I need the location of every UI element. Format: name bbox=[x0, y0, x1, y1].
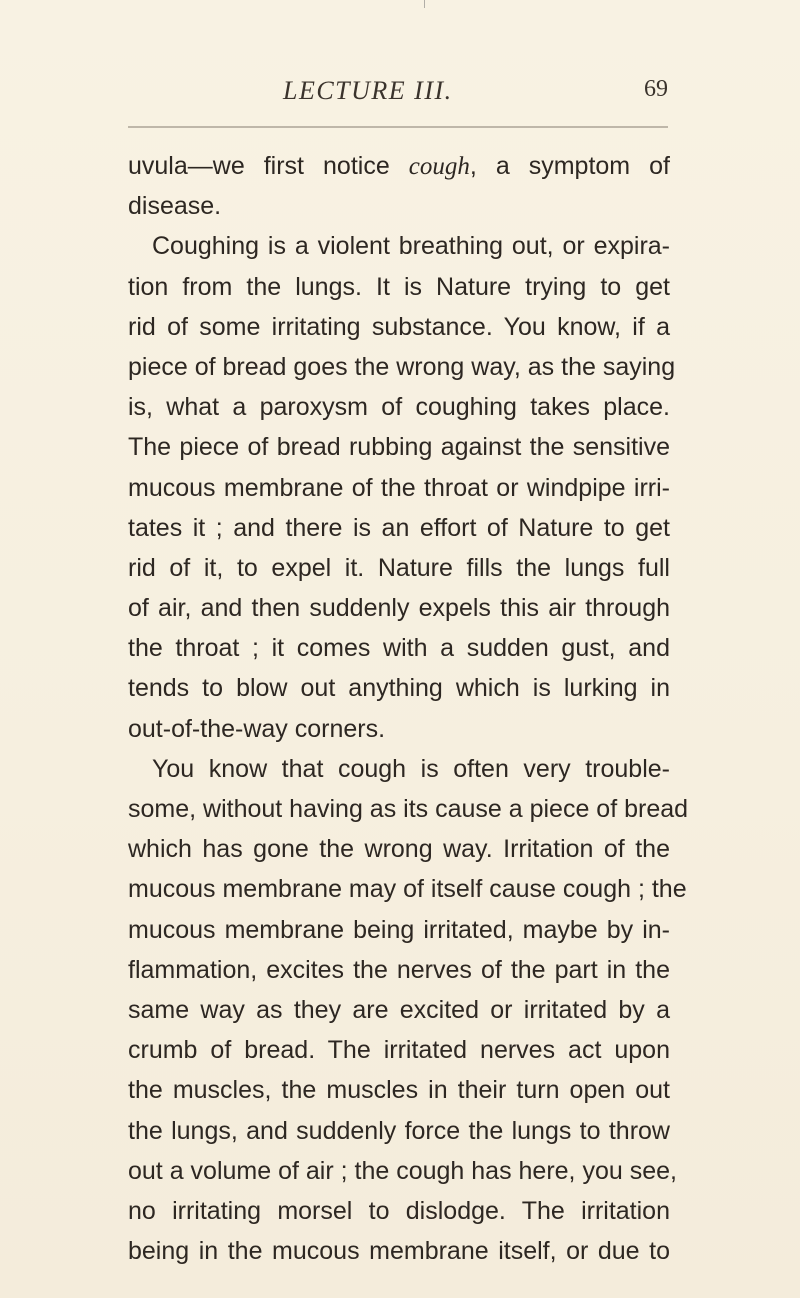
emphasis-word: cough bbox=[408, 153, 470, 180]
text-line: the lungs, and suddenly force the lungs to throw bbox=[128, 1116, 670, 1145]
text-line: crumb of bread. The irritated nerves act upon bbox=[128, 1036, 670, 1065]
text-line: rid of some irritating substance. You know, if a bbox=[128, 312, 670, 341]
text-line: piece of bread goes the wrong way, as the saying bbox=[128, 352, 676, 381]
text-line: tates it ; and there is an effort of Nature to get bbox=[128, 513, 670, 542]
running-title: LECTURE III. bbox=[283, 76, 453, 105]
text-line: which has gone the wrong way. Irritation of the bbox=[128, 835, 670, 864]
text-line: the throat ; it comes with a sudden gust, and bbox=[128, 634, 670, 663]
text-line: rid of it, to expel it. Nature fills the lungs full bbox=[128, 553, 670, 582]
text-line: mucous membrane of the throat or windpipe irri- bbox=[128, 473, 670, 502]
text-line: out a volume of air ; the cough has here, you see, bbox=[128, 1156, 677, 1185]
text-line: out-of-the-way corners. bbox=[128, 714, 386, 743]
top-edge-mark bbox=[424, 0, 425, 8]
text-fragment: uvula—we first notice bbox=[128, 152, 409, 180]
page-header bbox=[128, 76, 668, 116]
text-line: You know that cough is often very trouble- bbox=[152, 754, 670, 783]
header-rule bbox=[128, 126, 668, 128]
text-line: flammation, excites the nerves of the part in the bbox=[128, 955, 670, 984]
text-line: no irritating morsel to dislodge. The irritation bbox=[128, 1196, 670, 1225]
text-line: tends to blow out anything which is lurking in bbox=[128, 674, 670, 703]
page-number: 69 bbox=[644, 76, 668, 102]
text-line: tion from the lungs. It is Nature trying to get bbox=[128, 272, 670, 301]
text-line: some, without having as its cause a piece of bread bbox=[128, 795, 689, 823]
text-line: The piece of bread rubbing against the sensitive bbox=[128, 433, 670, 462]
text-line: of air, and then suddenly expels this air through bbox=[128, 594, 670, 623]
text-line: is, what a paroxysm of coughing takes place. bbox=[128, 393, 670, 422]
text-line: the muscles, the muscles in their turn open out bbox=[128, 1076, 670, 1105]
text-fragment: , a symptom of bbox=[469, 152, 670, 180]
text-line: disease. bbox=[128, 192, 222, 221]
text-line: being in the mucous membrane itself, or due to bbox=[128, 1237, 670, 1266]
text-line bbox=[128, 146, 670, 186]
text-line: mucous membrane being irritated, maybe by in- bbox=[128, 915, 670, 944]
text-line: Coughing is a violent breathing out, or expira- bbox=[152, 232, 670, 261]
body-text bbox=[128, 146, 689, 1271]
text-line: same way as they are excited or irritated by a bbox=[128, 995, 670, 1024]
text-line: mucous membrane may of itself cause cough ; the bbox=[128, 875, 687, 904]
